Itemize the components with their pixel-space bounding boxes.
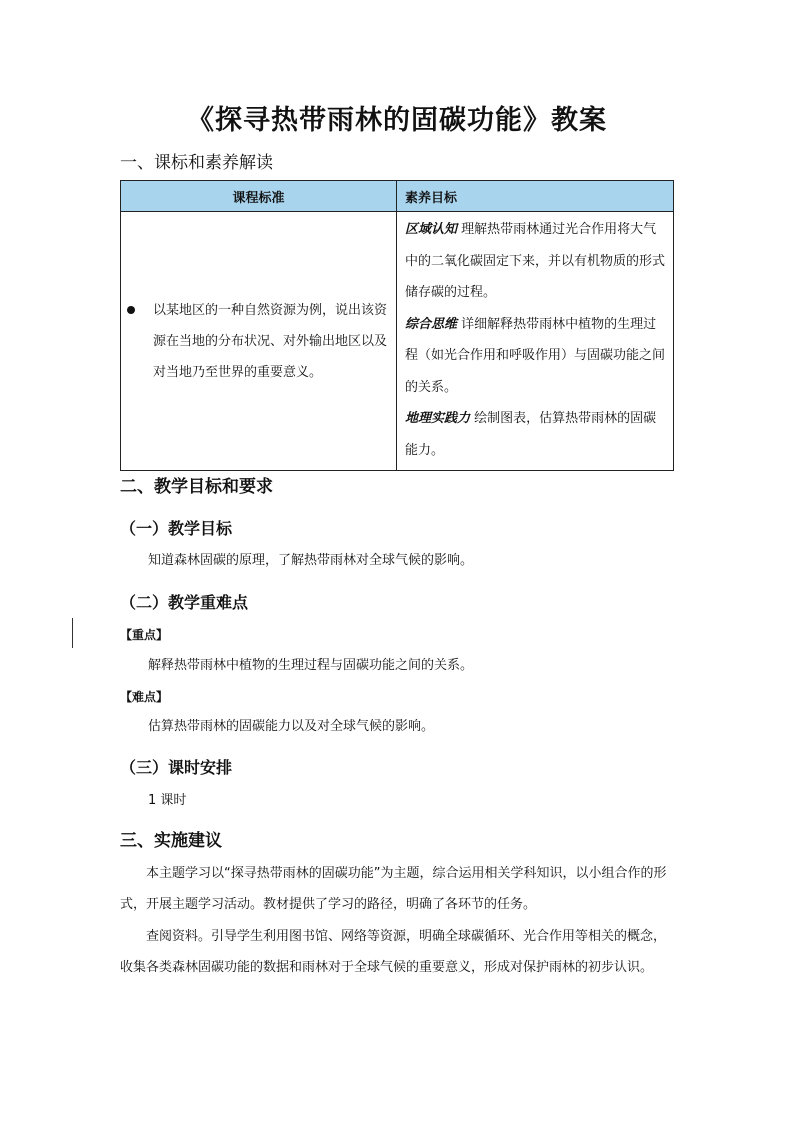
- key-point-text: 解释热带雨林中植物的生理过程与固碳功能之间的关系。: [148, 658, 474, 673]
- difficult-point-text: 估算热带雨林的固碳能力以及对全球气候的影响。: [148, 719, 435, 734]
- goal-label-practice: 地理实践力: [405, 411, 471, 426]
- table-header-standard: 课程标准: [121, 181, 397, 212]
- standard-text: 以某地区的一种自然资源为例，说出该资源在当地的分布状况、对外输出地区以及对当地乃至世界的重要意义。: [153, 302, 388, 380]
- goal-label-comprehensive: 综合思维: [405, 316, 458, 332]
- goal-text-comprehensive: 详细解释热带雨林中植物的生理过程（如光合作用和呼吸作用）与固碳功能之间的关系。: [405, 316, 666, 395]
- goal-text-regional: 理解热带雨林通过光合作用将大气中的二氧化碳固定下来，并以有机物质的形式储存碳的过程。: [405, 222, 666, 300]
- bullet-icon: [127, 306, 135, 314]
- sub3-heading: （三）课时安排: [120, 758, 233, 777]
- standard-cell: [121, 212, 397, 471]
- goal-label-regional: 区域认知: [405, 222, 458, 237]
- text-cursor: [72, 618, 73, 648]
- section1-heading: 一、课标和素养解读: [120, 153, 273, 173]
- section3-heading: 三、实施建议: [120, 831, 222, 851]
- difficult-point-tag: 【难点】: [120, 690, 169, 704]
- goal-text-practice: 绘制图表，估算热带雨林的固碳能力。: [405, 411, 657, 458]
- sub3-text: 1 课时: [148, 793, 187, 808]
- sub1-heading: （一）教学目标: [120, 519, 233, 538]
- section2-heading: 二、教学目标和要求: [120, 477, 273, 497]
- goals-cell: [397, 212, 674, 471]
- sub1-text: 知道森林固碳的原理，了解热带雨林对全球气候的影响。: [148, 553, 474, 568]
- section3-para2: 查阅资料。引导学生利用图书馆、网络等资源，明确全球碳循环、光合作用等相关的概念，收集各类森林固碳功能的数据和雨林对于全球气候的重要意义，形成对保护雨林的初步认识。: [120, 929, 667, 975]
- sub2-heading: （二）教学重难点: [120, 593, 249, 612]
- document-title: 《探寻热带雨林的固碳功能》教案: [187, 105, 607, 136]
- standards-table: [120, 180, 674, 471]
- section3-para1: 本主题学习以“探寻热带雨林的固碳功能”为主题，综合运用相关学科知识，以小组合作的形式，开展主题学习活动。教材提供了学习的路径，明确了各环节的任务。: [120, 866, 667, 912]
- key-point-tag: 【重点】: [120, 628, 169, 642]
- table-header-goals: 素养目标: [397, 181, 674, 212]
